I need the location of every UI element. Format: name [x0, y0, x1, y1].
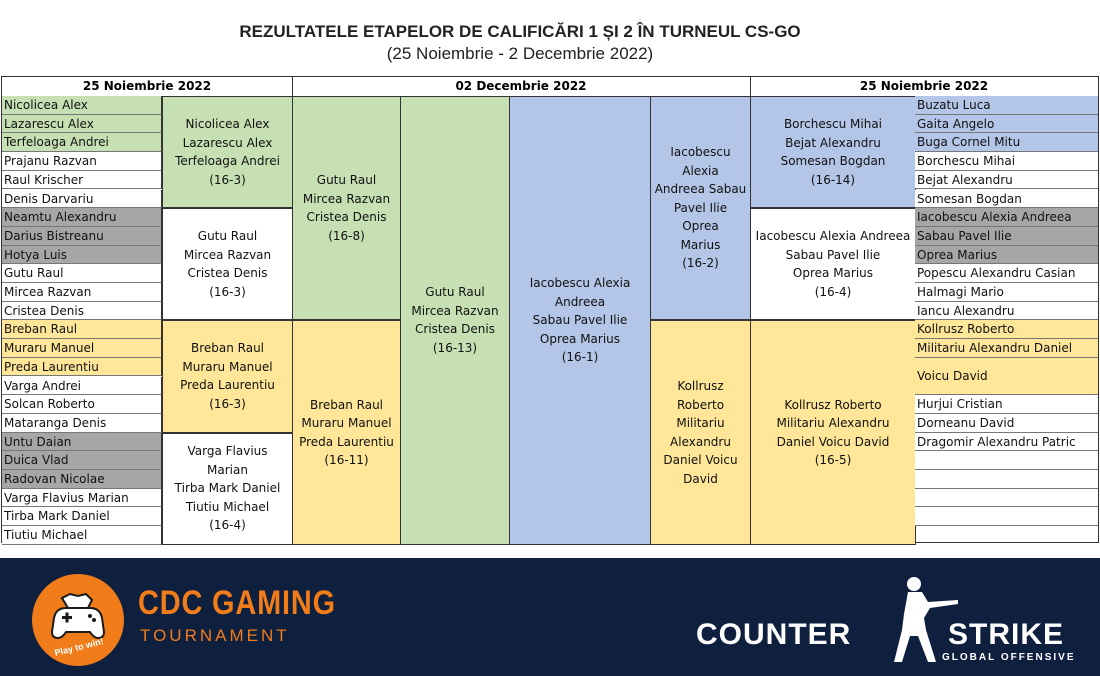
- player-row: Mataranga Denis: [2, 414, 162, 433]
- match-block: Gutu Raul Mircea Razvan Cristea Denis (16-8): [292, 96, 401, 320]
- player-row: Hurjui Cristian: [915, 395, 1098, 414]
- player-row: Sabau Pavel Ilie: [915, 227, 1098, 246]
- cs-counter-text: COUNTER: [696, 618, 852, 651]
- match-block: Iacobescu Alexia Andreea Sabau Pavel Ilie Oprea Marius (16-4): [750, 208, 916, 320]
- player-row: Solcan Roberto: [2, 395, 162, 414]
- player-row: Buzatu Luca: [915, 96, 1098, 115]
- player-row: Hotya Luis: [2, 246, 162, 265]
- cdc-subtitle: TOURNAMENT: [140, 626, 290, 645]
- cs-strike-text: STRIKE: [948, 618, 1065, 651]
- player-row: Iancu Alexandru: [915, 302, 1098, 321]
- header-left: 25 Noiembrie 2022: [2, 77, 293, 97]
- player-row: Lazarescu Alex: [2, 115, 162, 134]
- semifinal-block: Gutu Raul Mircea Razvan Cristea Denis (16-13): [400, 96, 510, 545]
- bracket-table: [1, 76, 1099, 543]
- player-row: Voicu David: [915, 358, 1098, 395]
- player-row: Tirba Mark Daniel: [2, 507, 162, 526]
- page-title: REZULTATELE ETAPELOR DE CALIFICĂRI 1 ȘI 2 ÎN TURNEUL CS-GO: [239, 22, 801, 41]
- player-row: Tiutiu Michael: [2, 526, 162, 545]
- player-row: [915, 507, 1098, 526]
- player-row: Radovan Nicolae: [2, 470, 162, 489]
- cdc-badge-text: Play to win!: [53, 636, 105, 658]
- player-row: Iacobescu Alexia Andreea: [915, 208, 1098, 227]
- match-block: Breban Raul Muraru Manuel Preda Laurentiu (16-3): [162, 320, 293, 432]
- cs-subtitle: GLOBAL OFFENSIVE: [942, 652, 1076, 663]
- match-block: Kollrusz Roberto Militariu Alexandru Daniel Voicu David: [650, 320, 751, 544]
- match-block: Gutu Raul Mircea Razvan Cristea Denis (16-3): [162, 208, 293, 320]
- player-row: Mircea Razvan: [2, 283, 162, 302]
- player-row: Militariu Alexandru Daniel: [915, 339, 1098, 358]
- header-right: 25 Noiembrie 2022: [750, 77, 1098, 97]
- player-row: Nicolicea Alex: [2, 96, 162, 115]
- player-row: Denis Darvariu: [2, 190, 162, 209]
- match-block: Borchescu Mihai Bejat Alexandru Somesan Bogdan (16-14): [750, 96, 916, 208]
- player-row: Cristea Denis: [2, 302, 162, 321]
- footer-banner: [0, 558, 1100, 676]
- player-row: Kollrusz Roberto: [915, 320, 1098, 339]
- player-row: Gutu Raul: [2, 264, 162, 283]
- player-row: Halmagi Mario: [915, 283, 1098, 302]
- player-row: Somesan Bogdan: [915, 190, 1098, 209]
- player-row: Raul Krischer: [2, 171, 162, 190]
- player-row: Buga Cornel Mitu: [915, 133, 1098, 152]
- player-row: Prajanu Razvan: [2, 152, 162, 171]
- player-row: Breban Raul: [2, 320, 162, 339]
- player-row: Darius Bistreanu: [2, 227, 162, 246]
- player-row: Bejat Alexandru: [915, 171, 1098, 190]
- match-block: Varga Flavius Marian Tirba Mark Daniel Tiutiu Michael (16-4): [162, 433, 293, 545]
- player-row: Terfeloaga Andrei: [2, 133, 162, 152]
- player-row: Neamtu Alexandru: [2, 208, 162, 227]
- player-row: Muraru Manuel: [2, 339, 162, 358]
- match-block: Breban Raul Muraru Manuel Preda Laurentiu (16-11): [292, 320, 401, 544]
- player-row: Varga Flavius Marian: [2, 489, 162, 508]
- player-row: [915, 470, 1098, 489]
- cdc-title: CDC GAMING: [138, 584, 336, 622]
- header-middle: 02 Decembrie 2022: [292, 77, 751, 97]
- gamepad-logo-icon: [32, 574, 124, 666]
- match-block: Nicolicea Alex Lazarescu Alex Terfeloaga Andrei (16-3): [162, 96, 293, 208]
- match-block: Iacobescu Alexia Andreea Sabau Pavel Ilie Oprea Marius (16-2): [650, 96, 751, 320]
- final-block: Iacobescu Alexia Andreea Sabau Pavel Ilie Oprea Marius (16-1): [509, 96, 651, 545]
- player-row: Duica Vlad: [2, 451, 162, 470]
- player-row: [915, 451, 1098, 470]
- player-row: Popescu Alexandru Casian: [915, 264, 1098, 283]
- match-block: Kollrusz Roberto Militariu Alexandru Daniel Voicu David (16-5): [750, 320, 916, 544]
- player-row: Varga Andrei: [2, 377, 162, 396]
- player-row: Dragomir Alexandru Patric: [915, 433, 1098, 452]
- player-row: Untu Daian: [2, 433, 162, 452]
- player-row: Borchescu Mihai: [915, 152, 1098, 171]
- player-row: [915, 489, 1098, 508]
- page-subtitle: (25 Noiembrie - 2 Decembrie 2022): [386, 44, 654, 63]
- player-row: Preda Laurentiu: [2, 358, 162, 377]
- player-row: Gaita Angelo: [915, 115, 1098, 134]
- player-row: Oprea Marius: [915, 246, 1098, 265]
- player-row: Dorneanu David: [915, 414, 1098, 433]
